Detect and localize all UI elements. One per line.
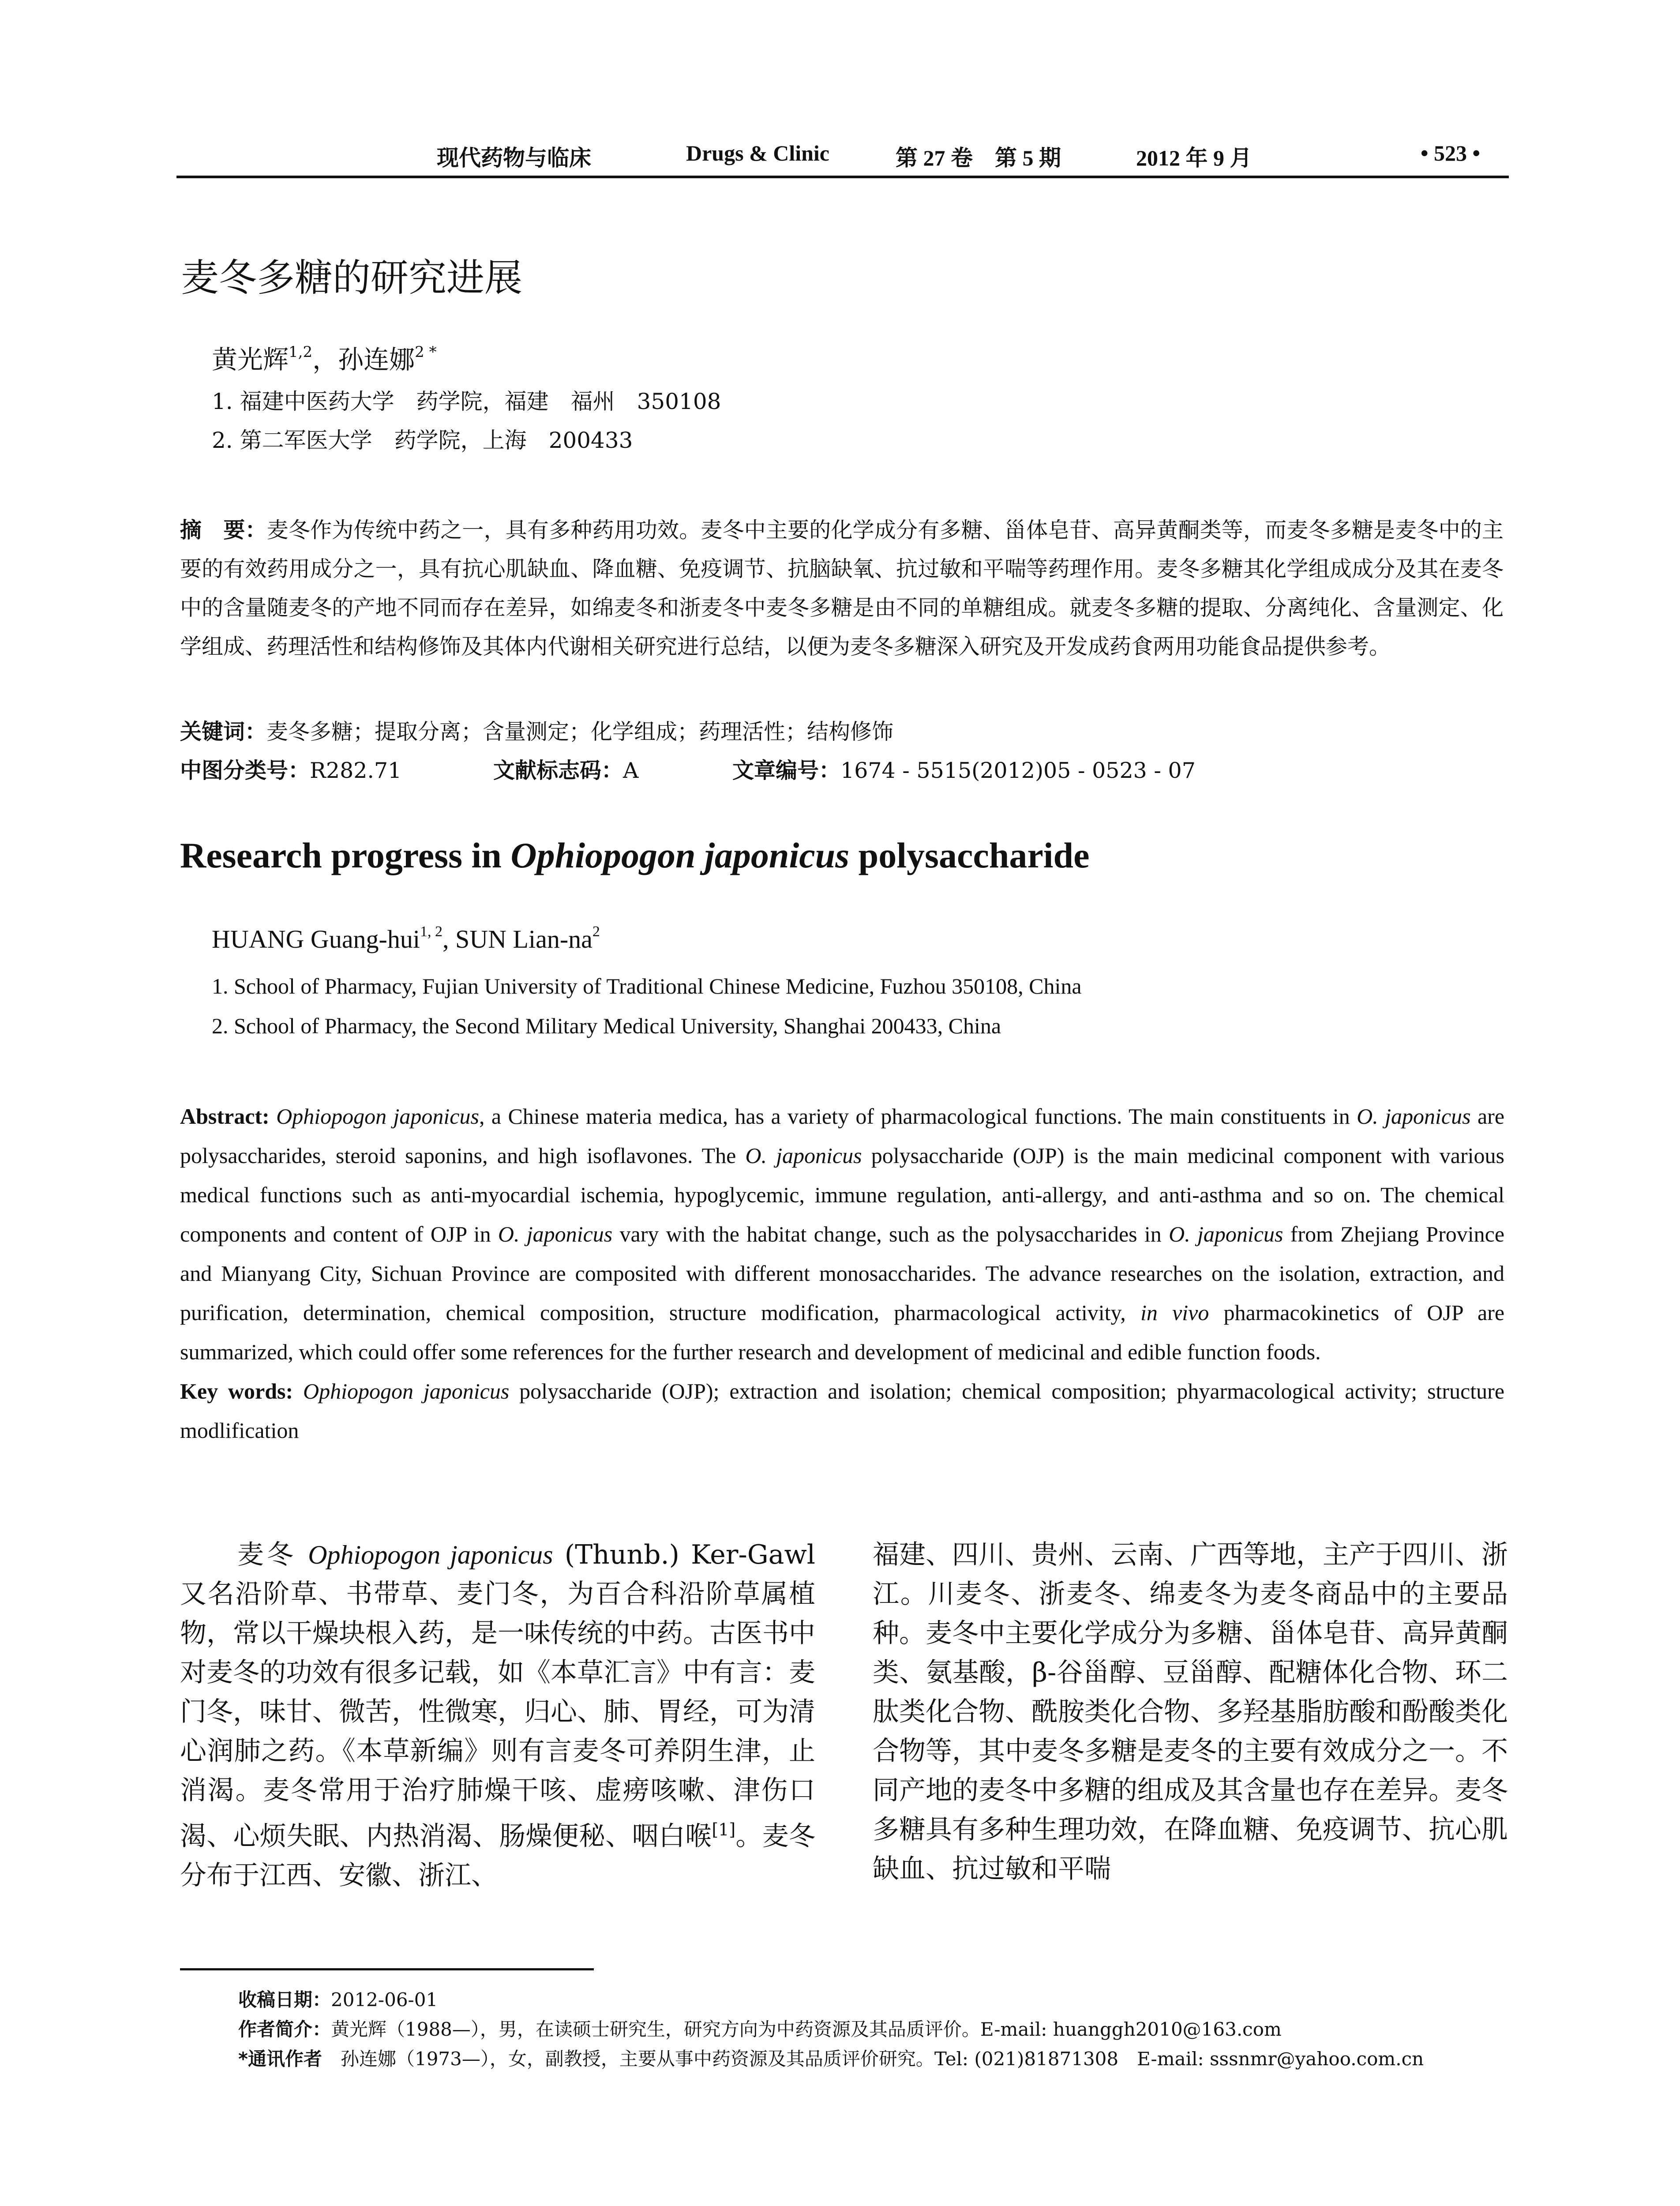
abstract-en xyxy=(180,1097,1504,1450)
abstract-en-seg: O. japonicus xyxy=(1357,1104,1471,1129)
header-rule xyxy=(176,176,1509,178)
author-cn-1-sup: 1,2 xyxy=(289,343,313,361)
clc-label: 中图分类号： xyxy=(180,758,310,783)
authors-cn xyxy=(212,339,437,376)
body-left-seg: 麦冬 xyxy=(237,1539,308,1570)
body-column-left xyxy=(180,1535,815,1895)
author-cn-2: 孙连娜 xyxy=(338,345,415,375)
footnote-author-label: 作者简介： xyxy=(238,2018,331,2040)
abstract-cn-label: 摘 要： xyxy=(180,518,267,543)
authors-en xyxy=(212,923,600,954)
body-left-seg: 。麦冬分布于江西、安徽、浙江、 xyxy=(180,1821,816,1891)
abstract-en-seg: Ophiopogon japonicus xyxy=(276,1104,479,1129)
body-left-species: Ophiopogon japonicus xyxy=(308,1540,553,1569)
author-cn-2-sup: 2 * xyxy=(415,343,437,361)
body-left-seg: (Thunb.) Ker-Gawl 又名沿阶草、书带草、麦门冬，为百合科沿阶草属植物，常以干燥块根入药，是一味传统的中药。古医书中对麦冬的功效有很多记载，如《本草汇言》中有言：麦门冬，味甘、微苦，性微寒，归心、肺、胃经，可为清心润肺之药。《本草新编》则有言麦冬可养阴生津，止消渴。麦冬常用于治疗肺燥干咳、虚痨咳嗽、津伤口渴、心烦失眠、内热消渴、肠燥便秘、咽白喉 xyxy=(180,1539,815,1852)
page-number: • 523 • xyxy=(1421,141,1481,165)
abstract-en-seg: polysaccharide (OJP) is the main medicinal component with various medical functions such as anti-myocardial ischemia, hypoglycemic, immune regulation, anti-allergy, and anti-asthma and so on. The chemical components and content of OJP in xyxy=(180,1143,1505,1246)
footnote-received-value: 2012-06-01 xyxy=(331,1989,438,2011)
abstract-en-seg: are polysaccharides, steroid saponins, and high isoflavones. The xyxy=(180,1104,1505,1168)
title-en-post: polysaccharide xyxy=(849,835,1090,875)
affiliation-cn-2: 2. 第二军医大学 药学院，上海 200433 xyxy=(212,428,633,453)
doc-code-label: 文献标志码： xyxy=(493,758,623,783)
journal-name-en: Drugs & Clinic xyxy=(686,141,829,165)
keywords-cn-text: 麦冬多糖；提取分离；含量测定；化学组成；药理活性；结构修饰 xyxy=(266,719,894,744)
footnote-received-label: 收稿日期： xyxy=(238,1989,331,2011)
author-en-1-sup: 1, 2 xyxy=(420,923,442,940)
abstract-cn-text: 麦冬作为传统中药之一，具有多种药用功效。麦冬中主要的化学成分有多糖、甾体皂苷、高异黄酮类等，而麦冬多糖是麦冬中的主要的有效药用成分之一，具有抗心肌缺血、降血糖、免疫调节、抗脑缺氧、抗过敏和平喘等药理作用。麦冬多糖其化学组成成分及其在麦冬中的含量随麦冬的产地不同而存在差异，如绵麦冬和浙麦冬中麦冬多糖是由不同的单糖组成。就麦冬多糖的提取、分离纯化、含量测定、化学组成、药理活性和结构修饰及其体内代谢相关研究进行总结，以便为麦冬多糖深入研究及开发成药食两用功能食品提供参考。 xyxy=(180,518,1504,659)
abstract-en-seg: in vivo xyxy=(1140,1300,1209,1325)
body-column-right: 福建、四川、贵州、云南、广西等地，主产于四川、浙江。川麦冬、浙麦冬、绵麦冬为麦冬商品中的主要品种。麦冬中主要化学成分为多糖、甾体皂苷、高异黄酮类、氨基酸，β-谷甾醇、豆甾醇、配糖体化合物、环二肽类化合物、酰胺类化合物、多羟基脂肪酸和酚酸类化合物等，其中麦冬多糖是麦冬的主要有效成分之一。不同产地的麦冬中多糖的组成及其含量也存在差异。麦冬多糖具有多种生理功效，在降血糖、免疫调节、抗心肌缺血、抗过敏和平喘 xyxy=(873,1539,1508,1884)
abstract-cn xyxy=(180,511,1504,666)
doc-code xyxy=(493,754,638,784)
keywords-cn xyxy=(180,715,893,746)
title-en-pre: Research progress in xyxy=(180,835,511,875)
article-number-value: 1674 - 5515(2012)05 - 0523 - 07 xyxy=(840,758,1196,783)
keywords-en-seg: polysaccharide (OJP); extraction and isolation; chemical composition; phyarmacological activity; structure modlification xyxy=(180,1379,1505,1443)
footnote-corresponding xyxy=(238,2045,1424,2071)
abstract-en-seg: pharmacokinetics of OJP are summarized, which could offer some references for the further research and development of medicinal and edible function foods. xyxy=(180,1300,1505,1364)
abstract-en-seg: vary with the habitat change, such as the polysaccharides in xyxy=(612,1222,1169,1246)
affiliation-cn-1: 1. 福建中医药大学 药学院，福建 福州 350108 xyxy=(212,389,721,414)
clc-value: R282.71 xyxy=(310,758,402,783)
doc-code-value: A xyxy=(623,758,639,783)
author-en-1: HUANG Guang-hui xyxy=(212,925,420,953)
issue-date: 2012 年 9 月 xyxy=(1136,146,1252,170)
journal-name-cn: 现代药物与临床 xyxy=(437,145,591,171)
footnote-received xyxy=(238,1985,438,2012)
article-number-label: 文章编号： xyxy=(732,758,841,783)
footnote-corresponding-label: *通讯作者 xyxy=(238,2048,322,2070)
abstract-en-label: Abstract: xyxy=(180,1104,270,1129)
volume-issue: 第 27 卷 第 5 期 xyxy=(896,146,1061,170)
abstract-en-seg: O. japonicus xyxy=(1169,1222,1283,1246)
footnote-rule xyxy=(180,1968,594,1970)
title-cn: 麦冬多糖的研究进展 xyxy=(181,256,522,300)
keywords-cn-label: 关键词： xyxy=(180,719,267,744)
footnote-corresponding-value: 孙连娜（1973—），女，副教授，主要从事中药资源及其品质评价研究。Tel: (021)81871308 E-mail: sssnmr@yahoo.com.cn xyxy=(322,2048,1424,2070)
abstract-en-seg: , a Chinese materia medica, has a variety of pharmacological functions. The main constituents in xyxy=(479,1104,1357,1129)
abstract-en-seg: O. japonicus xyxy=(498,1222,613,1246)
abstract-en-seg: from Zhejiang Province and Mianyang City, Sichuan Province are composited with different monosaccharides. The advance researches on the isolation, extraction, and purification, determination, chemical composition, structure modification, pharmacological activity, xyxy=(180,1222,1505,1325)
affiliation-en-1: 1. School of Pharmacy, Fujian University of Traditional Chinese Medicine, Fuzhou 350108, China xyxy=(212,974,1082,998)
author-cn-1: 黄光辉 xyxy=(212,345,289,375)
abstract-en-seg: O. japonicus xyxy=(745,1143,862,1168)
author-en-2: SUN Lian-na xyxy=(455,925,592,953)
author-en-separator: , xyxy=(442,925,455,953)
keywords-en-label: Key words: xyxy=(180,1379,293,1403)
citation-ref[interactable]: [1] xyxy=(712,1820,736,1839)
classification-line xyxy=(180,754,401,784)
affiliation-en-2: 2. School of Pharmacy, the Second Military Medical University, Shanghai 200433, China xyxy=(212,1013,1001,1038)
author-separator: ， xyxy=(312,345,338,375)
footnote-author xyxy=(238,2015,1282,2041)
author-en-2-sup: 2 xyxy=(592,923,600,940)
title-en xyxy=(180,835,1090,876)
article-number xyxy=(732,754,1196,784)
footnote-author-value: 黄光辉（1988—），男，在读硕士研究生，研究方向为中药资源及其品质评价。E-mail: huanggh2010@163.com xyxy=(331,2018,1282,2040)
title-en-species: Ophiopogon japonicus xyxy=(510,835,850,875)
keywords-en-seg: Ophiopogon japonicus xyxy=(303,1379,510,1403)
